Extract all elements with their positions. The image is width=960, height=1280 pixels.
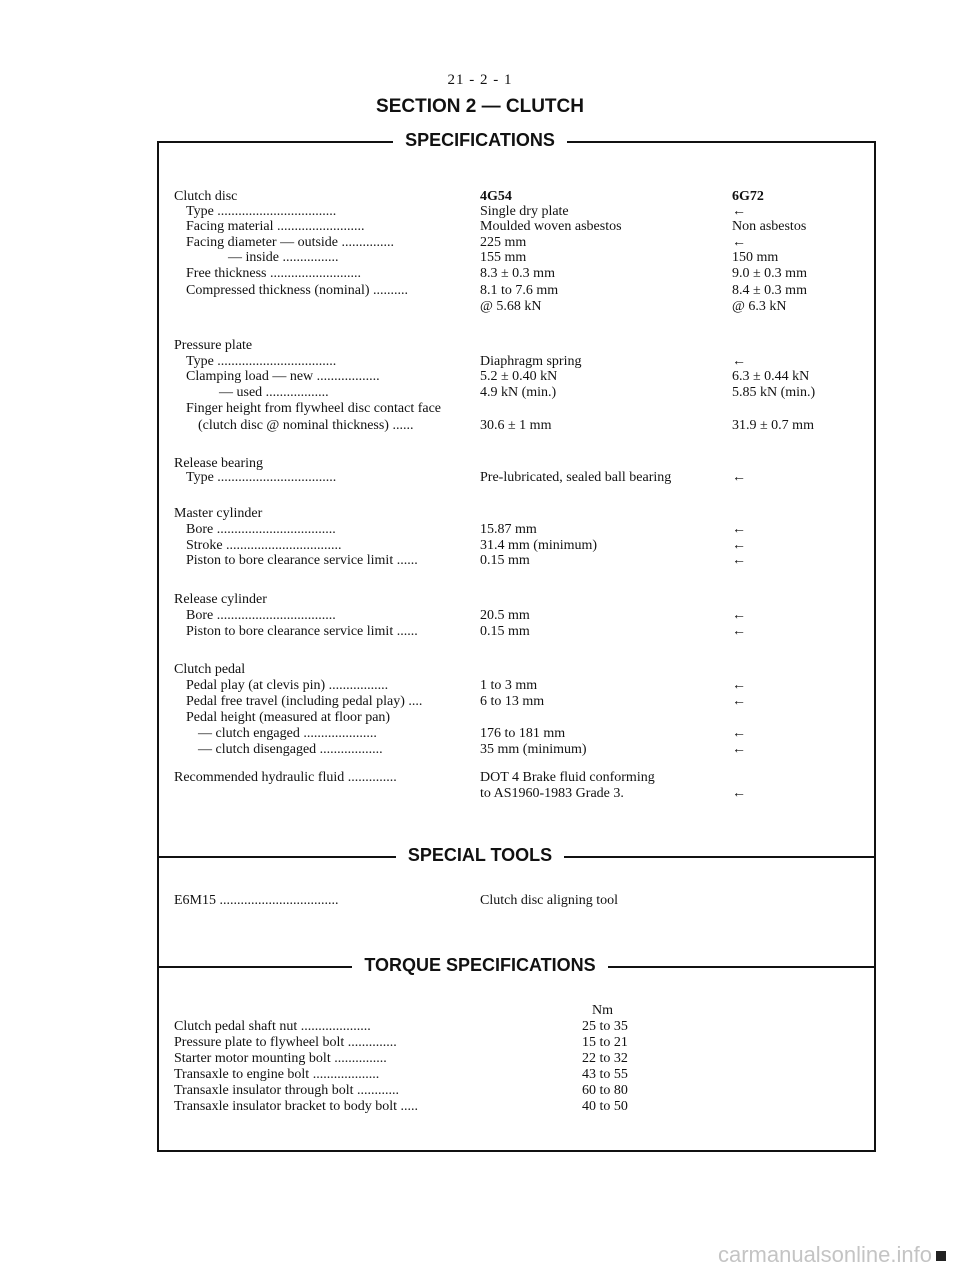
special-tools-heading-text: SPECIAL TOOLS	[396, 845, 564, 865]
spec-value-4g54: 6 to 13 mm	[480, 694, 545, 709]
spec-value-4g54: Single dry plate	[480, 204, 569, 219]
spec-label: Compressed thickness (nominal) ..........	[186, 283, 409, 298]
special-tool-code: E6M15 ..................................	[174, 893, 339, 908]
spec-value-6g72: ←	[732, 694, 746, 709]
torque-item: Transaxle insulator through bolt ............	[174, 1083, 400, 1098]
spec-value-4g54: 8.1 to 7.6 mm	[480, 283, 559, 298]
spec-label: Master cylinder	[174, 506, 263, 521]
spec-value-6g72: ←	[732, 608, 746, 623]
specifications-heading	[0, 130, 960, 151]
spec-label: (clutch disc @ nominal thickness) ......	[198, 418, 414, 433]
spec-value-4g54: 31.4 mm (minimum)	[480, 538, 598, 553]
spec-value-6g72: ←	[732, 786, 746, 801]
watermark-mark	[936, 1251, 946, 1261]
spec-label: — inside ................	[228, 250, 339, 265]
spec-value-4g54: 225 mm	[480, 235, 527, 250]
spec-value-6g72: ←	[732, 470, 746, 485]
spec-label: Type ..................................	[186, 204, 337, 219]
spec-value-4g54: 20.5 mm	[480, 608, 530, 623]
watermark-text: carmanualsonline.info	[717, 1242, 932, 1267]
spec-value-4g54: Diaphragm spring	[480, 354, 582, 369]
spec-value-6g72: ←	[732, 678, 746, 693]
spec-label: Piston to bore clearance service limit ......	[186, 624, 418, 639]
spec-value-6g72: ←	[732, 235, 746, 250]
spec-value-6g72: ←	[732, 204, 746, 219]
spec-value-6g72: Non asbestos	[732, 219, 807, 234]
spec-value-4g54: 0.15 mm	[480, 624, 530, 639]
watermark	[718, 1242, 946, 1268]
spec-value-4g54: Moulded woven asbestos	[480, 219, 622, 234]
spec-label: Type ..................................	[186, 470, 337, 485]
spec-label: Type ..................................	[186, 354, 337, 369]
spec-label: Clutch pedal	[174, 662, 246, 677]
spec-value-4g54: 8.3 ± 0.3 mm	[480, 266, 555, 281]
spec-label: — used ..................	[219, 385, 329, 400]
spec-label: Pressure plate	[174, 338, 253, 353]
section-title: SECTION 2 — CLUTCH	[376, 96, 584, 117]
spec-value-6g72: 8.4 ± 0.3 mm	[732, 283, 807, 298]
spec-value-6g72: 9.0 ± 0.3 mm	[732, 266, 807, 281]
specifications-heading-text: SPECIFICATIONS	[393, 130, 567, 150]
spec-label: Bore ..................................	[186, 522, 336, 537]
spec-label: Free thickness ..........................	[186, 266, 361, 281]
spec-value-4g54: 30.6 ± 1 mm	[480, 418, 552, 433]
spec-value-4g54: 15.87 mm	[480, 522, 537, 537]
torque-item: Transaxle to engine bolt ...................	[174, 1067, 380, 1082]
spec-value-6g72: 150 mm	[732, 250, 779, 265]
spec-label: Clamping load — new ..................	[186, 369, 380, 384]
spec-label: Pedal play (at clevis pin) .................	[186, 678, 389, 693]
box-right-border	[874, 141, 876, 1152]
torque-value: 22 to 32	[582, 1051, 628, 1066]
spec-value-6g72: ←	[732, 354, 746, 369]
box-bottom-border	[157, 1150, 876, 1152]
torque-unit: Nm	[592, 1003, 613, 1018]
box-left-border	[157, 141, 159, 1152]
torque-heading-text: TORQUE SPECIFICATIONS	[352, 955, 607, 975]
torque-item: Starter motor mounting bolt ...............	[174, 1051, 387, 1066]
spec-value-6g72: ←	[732, 553, 746, 568]
spec-label: Pedal height (measured at floor pan)	[186, 710, 391, 725]
spec-value-6g72: ←	[732, 522, 746, 537]
spec-value-4g54: 35 mm (minimum)	[480, 742, 587, 757]
spec-label: Recommended hydraulic fluid ..............	[174, 770, 397, 785]
special-tool-description: Clutch disc aligning tool	[480, 893, 619, 908]
spec-label: Release bearing	[174, 456, 264, 471]
spec-label: — clutch disengaged ..................	[198, 742, 383, 757]
spec-label: Bore ..................................	[186, 608, 336, 623]
page-number: 21 - 2 - 1	[447, 72, 513, 88]
spec-value-6g72: 31.9 ± 0.7 mm	[732, 418, 814, 433]
spec-label: Clutch disc	[174, 189, 238, 204]
torque-item: Clutch pedal shaft nut ....................	[174, 1019, 371, 1034]
torque-item: Pressure plate to flywheel bolt ..............	[174, 1035, 397, 1050]
spec-value-6g72: ←	[732, 742, 746, 757]
spec-value-4g54: 0.15 mm	[480, 553, 530, 568]
spec-value-6g72: 5.85 kN (min.)	[732, 385, 816, 400]
spec-label: Piston to bore clearance service limit ......	[186, 553, 418, 568]
torque-value: 15 to 21	[582, 1035, 628, 1050]
spec-label: Facing material .........................	[186, 219, 365, 234]
spec-value-4g54: 4.9 kN (min.)	[480, 385, 557, 400]
spec-value-6g72: ←	[732, 538, 746, 553]
spec-value-4g54: 4G54	[480, 189, 512, 204]
torque-value: 40 to 50	[582, 1099, 628, 1114]
spec-value-6g72: 6.3 ± 0.44 kN	[732, 369, 810, 384]
special-tools-heading	[0, 845, 960, 866]
spec-value-6g72: ←	[732, 624, 746, 639]
torque-item: Transaxle insulator bracket to body bolt .....	[174, 1099, 419, 1114]
spec-value-4g54: 5.2 ± 0.40 kN	[480, 369, 558, 384]
spec-value-4g54: 176 to 181 mm	[480, 726, 566, 741]
torque-value: 43 to 55	[582, 1067, 628, 1082]
spec-label: Release cylinder	[174, 592, 267, 607]
spec-label: Pedal free travel (including pedal play) ....	[186, 694, 423, 709]
spec-label: Facing diameter — outside ...............	[186, 235, 395, 250]
spec-value-4g54: @ 5.68 kN	[480, 299, 542, 314]
torque-value: 60 to 80	[582, 1083, 628, 1098]
spec-value-6g72: 6G72	[732, 189, 764, 204]
torque-heading	[0, 955, 960, 976]
spec-value-4g54: to AS1960-1983 Grade 3.	[480, 786, 624, 801]
spec-label: Finger height from flywheel disc contact face	[186, 401, 442, 416]
spec-value-4g54: 1 to 3 mm	[480, 678, 538, 693]
spec-label: Stroke .................................	[186, 538, 342, 553]
spec-value-6g72: ←	[732, 726, 746, 741]
spec-value-4g54: DOT 4 Brake fluid conforming	[480, 770, 655, 785]
spec-value-4g54: 155 mm	[480, 250, 527, 265]
spec-value-4g54: Pre-lubricated, sealed ball bearing	[480, 470, 672, 485]
torque-value: 25 to 35	[582, 1019, 628, 1034]
spec-value-6g72: @ 6.3 kN	[732, 299, 787, 314]
spec-label: — clutch engaged .....................	[198, 726, 377, 741]
